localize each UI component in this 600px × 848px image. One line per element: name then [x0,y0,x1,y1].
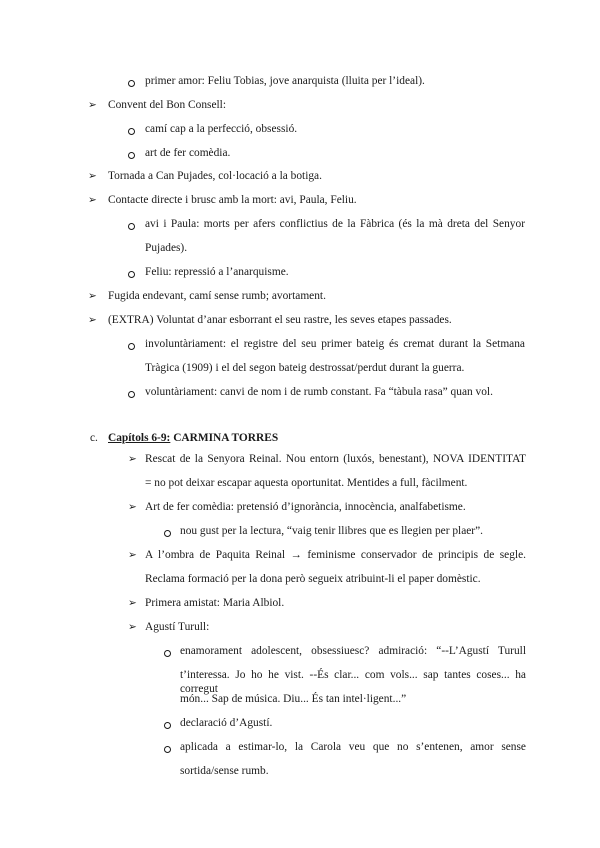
arrow-bullet-icon: ➢ [88,290,97,302]
arrow-bullet-icon: ➢ [88,314,97,326]
list-item: Contacte directe i brusc amb la mort: avi, Paula, Feliu. [108,194,357,206]
list-item: involuntàriament: el registre del seu primer bateig és cremat durant la Setmana [145,338,525,350]
list-item-continuation: Pujades). [145,242,188,254]
list-item: Primera amistat: Maria Albiol. [145,597,285,609]
arrow-bullet-icon: ➢ [128,453,137,465]
circle-bullet-icon [164,719,171,733]
arrow-bullet-icon: ➢ [128,597,137,609]
list-item: Rescat de la Senyora Reinal. Nou entorn (luxós, benestant), NOVA IDENTITAT [145,453,526,465]
circle-bullet-icon [128,149,135,163]
section-marker: c. [90,432,98,444]
heading-chapters: Capítols 6-9: [108,432,171,444]
list-item: A l’ombra de Paquita Reinal → feminisme conservador de principis de segle. [145,549,526,561]
list-item: aplicada a estimar-lo, la Carola veu que no s’entenen, amor sense [180,741,526,753]
list-item: art de fer comèdia. [145,147,231,159]
list-item: Feliu: repressió a l’anarquisme. [145,266,289,278]
arrow-bullet-icon: ➢ [128,621,137,633]
circle-bullet-icon [128,77,135,91]
heading-title: CARMINA TORRES [170,432,279,444]
list-item: Fugida endevant, camí sense rumb; avortament. [108,290,326,302]
circle-bullet-icon [164,647,171,661]
list-item-continuation: món... Sap de música. Diu... És tan intel·ligent...” [180,693,407,705]
list-item-continuation: = no pot deixar escapar aquesta oportunitat. Mentides a full, fàcilment. [145,477,468,489]
list-item: Art de fer comèdia: pretensió d’ignorància, innocència, analfabetisme. [145,501,466,513]
list-item: (EXTRA) Voluntat d’anar esborrant el seu rastre, les seves etapes passades. [108,314,452,326]
circle-bullet-icon [128,388,135,402]
list-item: nou gust per la lectura, “vaig tenir llibres que es llegien per plaer”. [180,525,483,537]
list-item-continuation: sortida/sense rumb. [180,765,269,777]
circle-bullet-icon [128,220,135,234]
list-item-continuation: t’interessa. Jo ho he vist. --És clar... com vols... sap tantes coses... ha corregut [180,669,526,695]
circle-bullet-icon [128,268,135,282]
circle-bullet-icon [128,340,135,354]
list-item: camí cap a la perfecció, obsessió. [145,123,298,135]
list-item: avi i Paula: morts per afers conflictius de la Fàbrica (és la mà dreta del Senyor [145,218,525,230]
list-item: Agustí Turull: [145,621,210,633]
list-item: Convent del Bon Consell: [108,99,227,111]
arrow-bullet-icon: ➢ [128,501,137,513]
list-item: declaració d’Agustí. [180,717,273,729]
arrow-bullet-icon: ➢ [128,549,137,561]
list-item-continuation: Reclama formació per la dona però segueix atribuint-li el paper domèstic. [145,573,481,585]
section-heading [108,431,278,445]
circle-bullet-icon [164,527,171,541]
list-item: enamorament adolescent, obsessiuesc? admiració: “--L’Agustí Turull [180,645,526,657]
arrow-bullet-icon: ➢ [88,99,97,111]
list-item: voluntàriament: canvi de nom i de rumb constant. Fa “tàbula rasa” quan vol. [145,386,493,398]
arrow-bullet-icon: ➢ [88,170,97,182]
arrow-bullet-icon: ➢ [88,194,97,206]
list-item-continuation: Tràgica (1909) i el del segon bateig destrossat/perdut durant la guerra. [145,362,465,374]
list-item: Tornada a Can Pujades, col·locació a la botiga. [108,170,322,182]
list-item: primer amor: Feliu Tobias, jove anarquista (lluita per l’ideal). [145,75,425,87]
circle-bullet-icon [128,125,135,139]
circle-bullet-icon [164,743,171,757]
